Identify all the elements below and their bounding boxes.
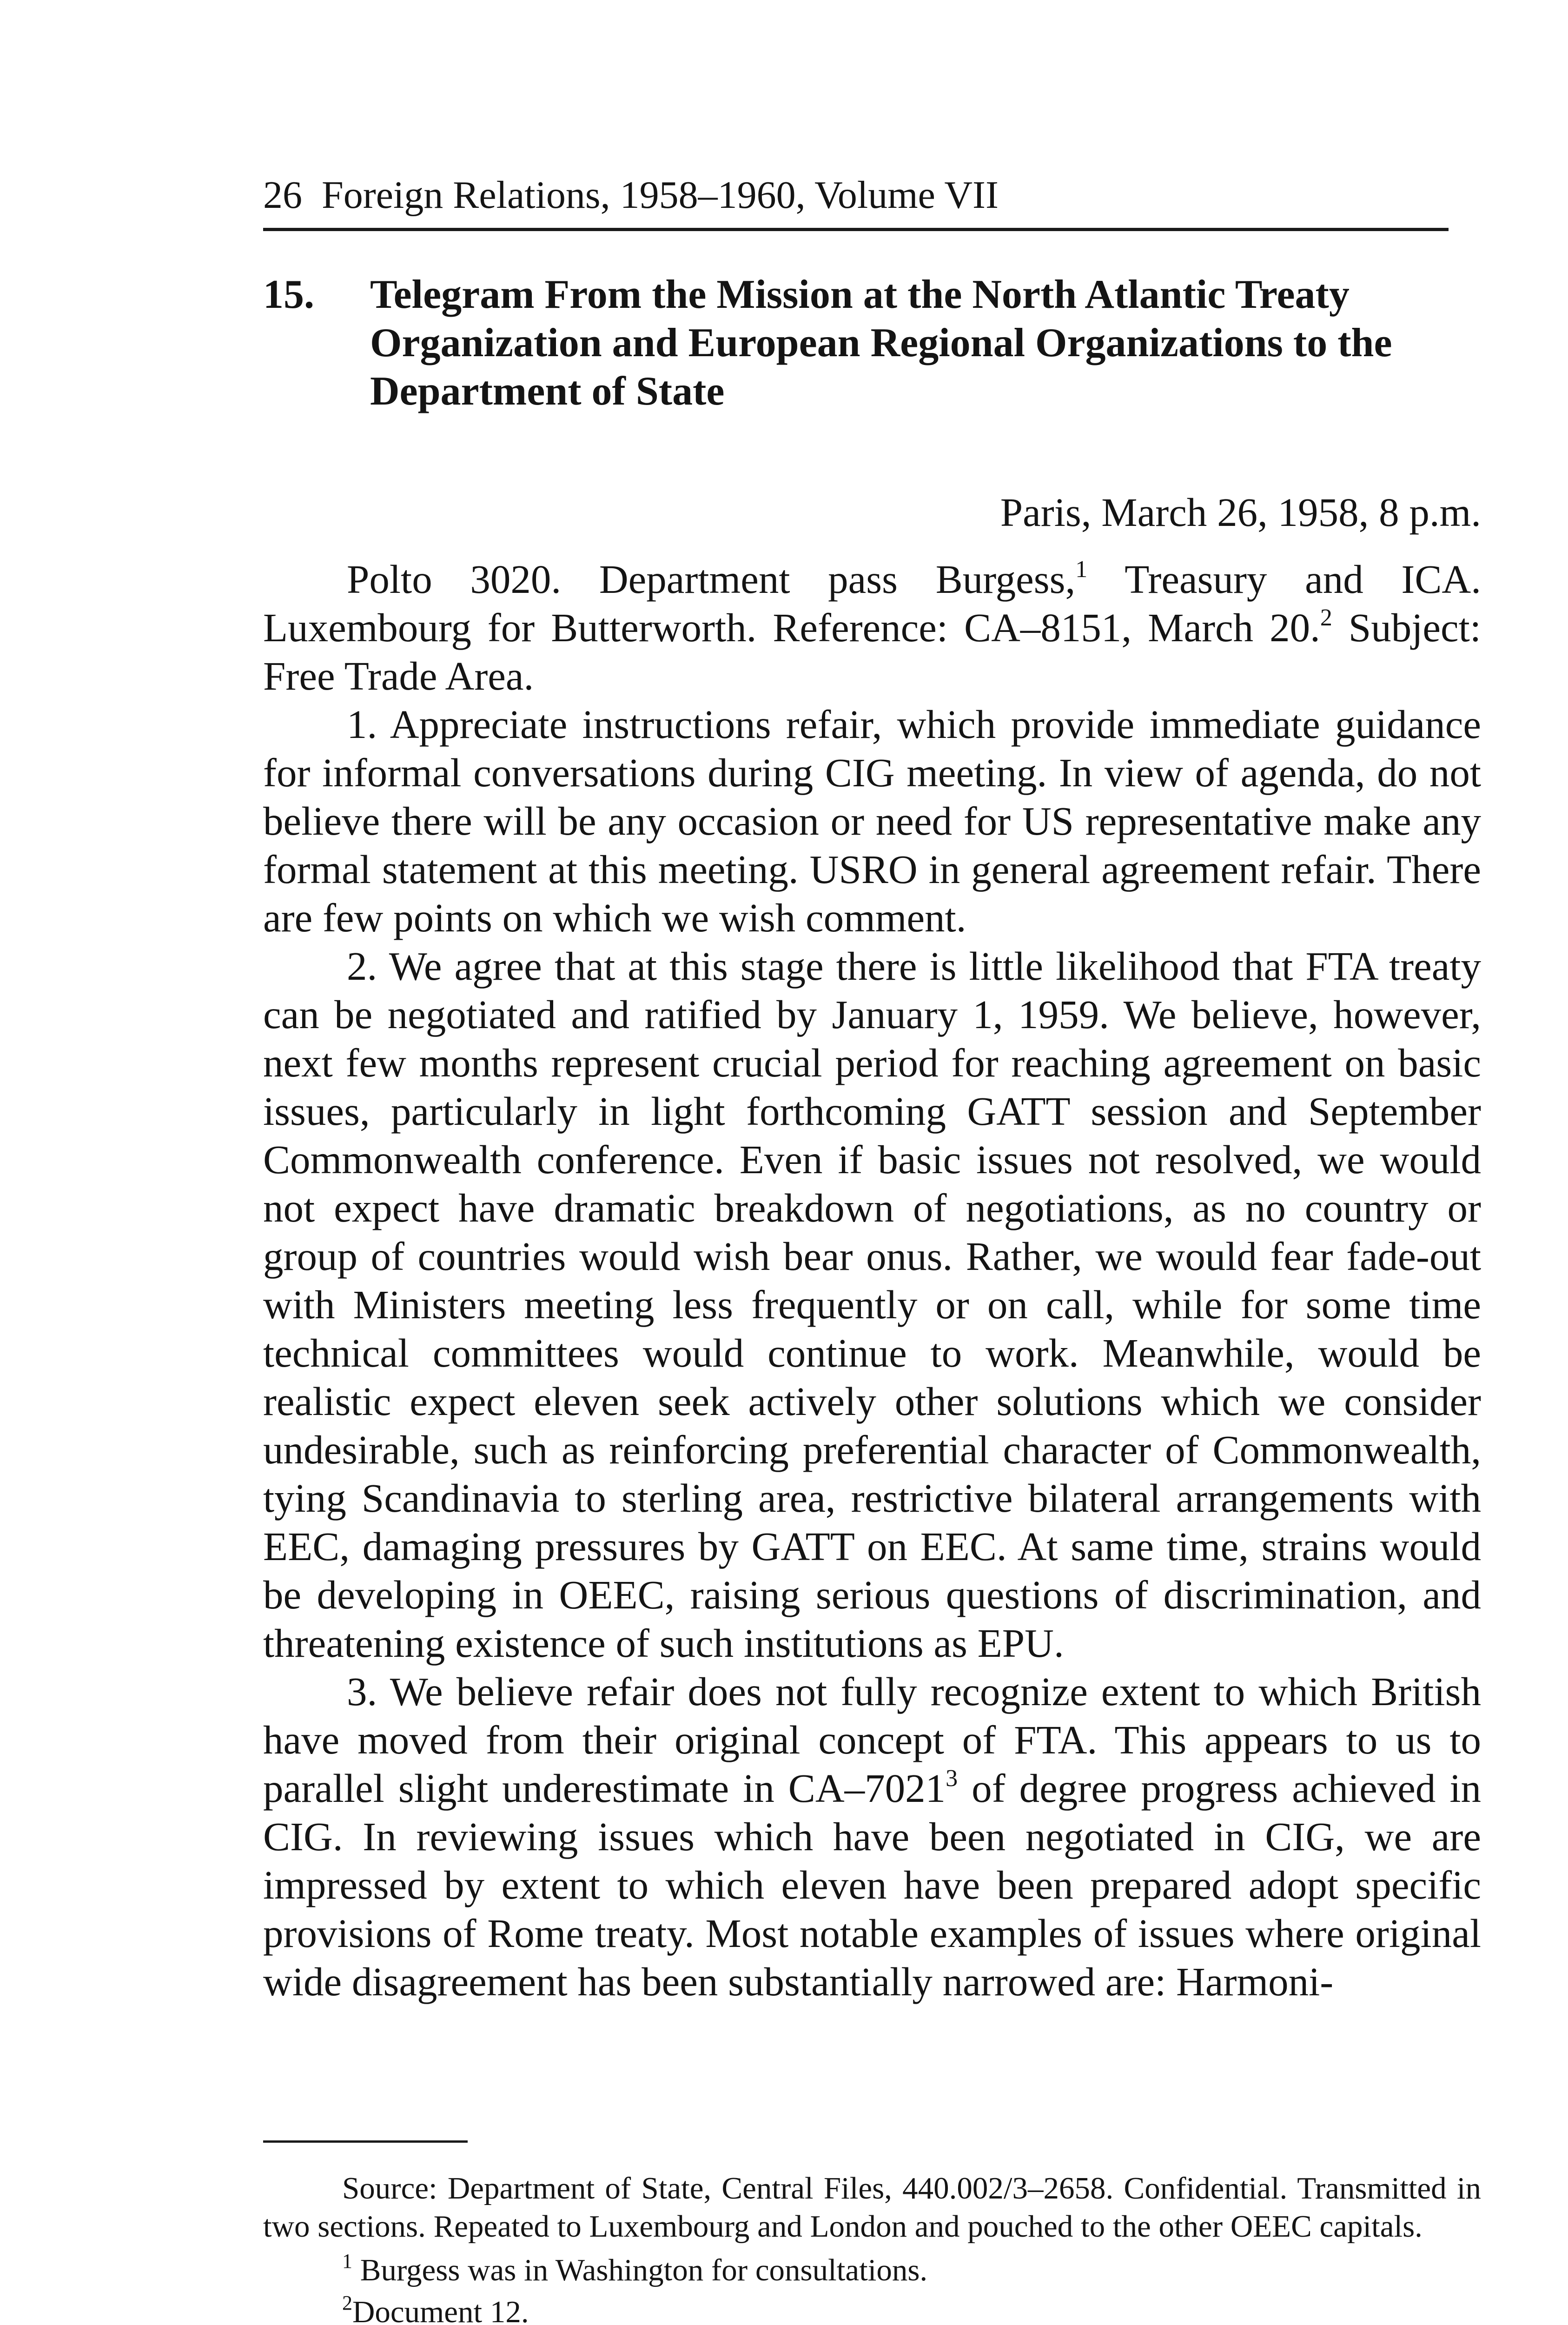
document-heading [263,271,1449,416]
paragraph-1: 1. Appreciate instructions refair, which provide immediate guidance for informal conversations during CIG meeting. In view of agenda, do not believe there will be any occasion or need for US representative make any formal statement at this meeting. USRO in general agreement refair. There are few points on which we wish comment. [263,702,1481,940]
footnotes [263,2169,1481,2325]
paragraph-3: 3. We believe refair does not fully recognize extent to which British have moved from their original concept of FTA. This appears to us to parallel slight underestimate in CA–7021$^3$ of degree progress achieved in CIG. In reviewing issues which have been negotiated in CIG, we are impressed by extent to which eleven have been prepared adopt specific provisions of Rome treaty. Most notable examples of issues where original wide disagreement has been substantially narrowed are: Harmoni- [263,1669,1481,2004]
document-title: Telegram From the Mission at the North Atlantic Treaty Organization and European Regional Organizations to the Department of State [370,272,1392,414]
footnote-rule [263,2140,468,2143]
intro-paragraph: Polto 3020. Department pass Burgess,$^1$ Treasury and ICA. Luxembourg for Butterworth. Reference: CA–8151, March 20.$^2$ Subject: Free Trade Area. [263,556,1481,698]
paragraph-2: 2. We agree that at this stage there is little likelihood that FTA treaty can be negotiated and ratified by January 1, 1959. We believe, however, next few months represent crucial period for reaching agreement on basic issues, particularly in light forthcoming GATT session and September Commonwealth conference. Even if basic issues not resolved, we would not expect have dramatic breakdown of negotiations, as no country or group of countries would wish bear onus. Rather, we would fear fade-out with Ministers meeting less frequently or on call, while for some time technical committees would continue to work. Meanwhile, would be realistic expect eleven seek actively other solutions which we consider undesirable, such as reinforcing preferential character of Commonwealth, tying Scandinavia to sterling area, restrictive bilateral arrangements with EEC, damaging pressures by GATT on EEC. At same time, strains would be developing in OEEC, raising serious questions of discrimination, and threatening existence of such institutions as EPU. [263,943,1481,1666]
footnote-ref-3: 3 [946,1765,958,1792]
footnote-1: $^1$ Burgess was in Washington for consultations. [342,2249,928,2287]
telegram-body [263,555,1481,2006]
page-number: 26 [263,173,302,217]
footnote-ref-2: 2 [1320,604,1332,631]
running-head [263,172,1449,219]
source-note: Source: Department of State, Central Files, 440.002/3–2658. Confidential. Transmitted in two sections. Repeated to Luxembourg and London and pouched to the other OEEC capitals. [263,2171,1481,2244]
footnote-ref-1: 1 [1075,556,1088,583]
publication-title: Foreign Relations, 1958–1960, Volume VII [322,173,999,217]
document-number: 15. [263,272,314,317]
footnote-2: $^2$Document 12. [342,2291,529,2325]
dateline: Paris, March 26, 1958, 8 p.m. [1000,490,1481,535]
header-rule [263,228,1449,231]
